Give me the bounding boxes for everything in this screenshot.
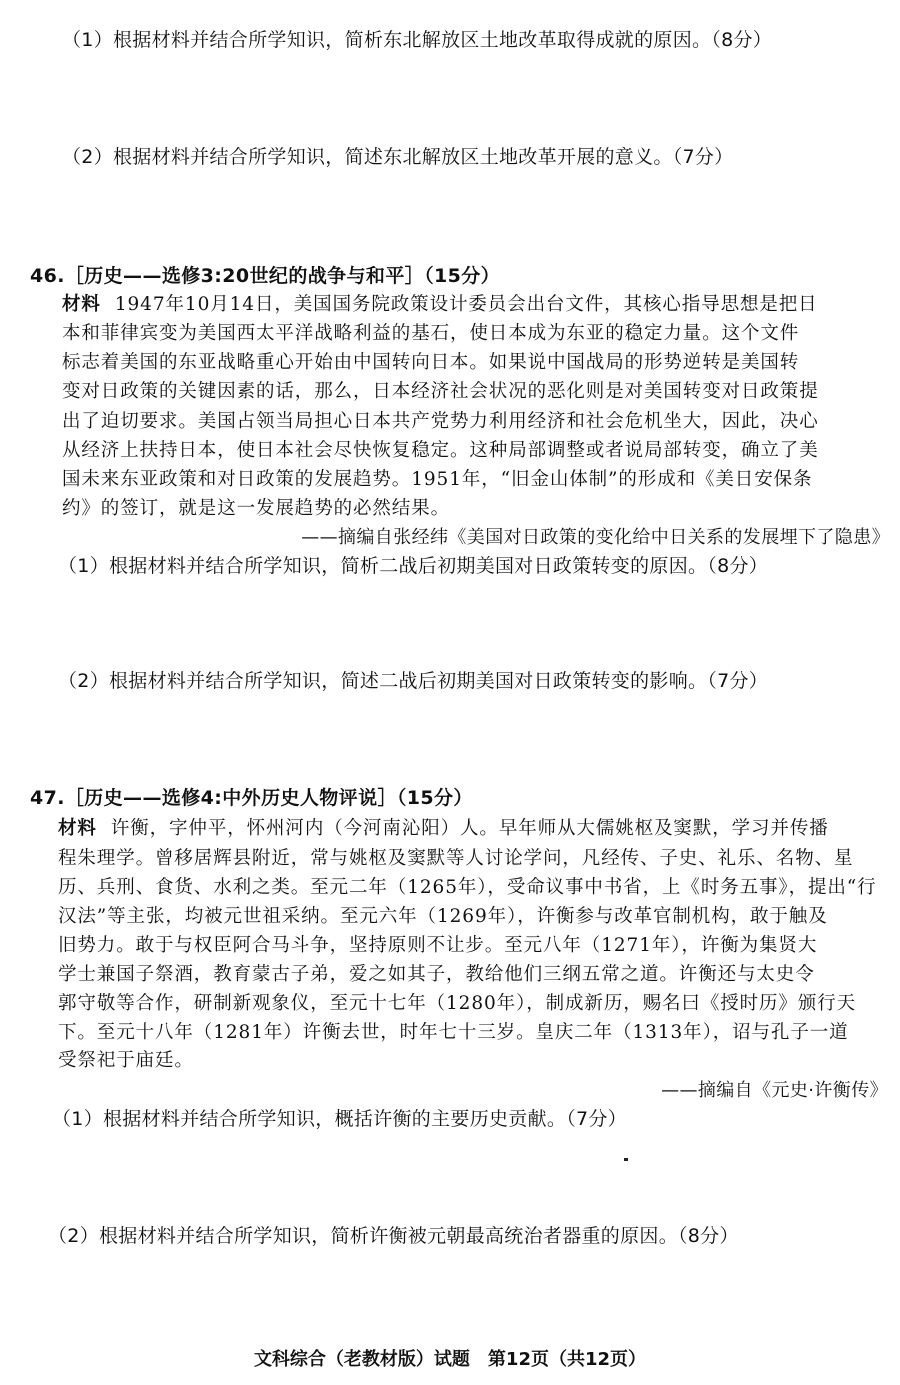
q46-material-line [62, 291, 818, 319]
q47-material-line [58, 815, 829, 843]
q46-material-line: 国未来东亚政策和对日政策的发展趋势。1951年，“旧金山体制”的形成和《美日安保条 [62, 469, 813, 490]
q47-sub-question-2: （2）根据材料并结合所学知识，简析许衡被元朝最高统治者器重的原因。（8分） [48, 1225, 739, 1247]
q46-material-line: 标志着美国的东亚战略重心开始由中国转向日本。如果说中国战局的形势逆转是美国转 [62, 352, 800, 373]
q47-material-line: 程朱理学。曾移居辉县附近，常与姚枢及窦默等人讨论学问，凡经传、子史、礼乐、名物、星 [58, 848, 854, 869]
q47-material-line: 历、兵刑、食货、水利之类。至元二年（1265年），受命议事中书省，上《时务五事》，提出“行 [58, 877, 877, 898]
q47-material-line: 旧势力。敢于与权臣阿合马斗争，坚持原则不让步。至元八年（1271年），许衡为集贤大 [58, 935, 818, 956]
q46-source: ——摘编自张经纬《美国对日政策的变化给中日关系的发展埋下了隐患》 [301, 527, 890, 548]
q46-sub-question-2: （2）根据材料并结合所学知识，简述二战后初期美国对日政策转变的影响。（7分） [58, 670, 769, 692]
q46-title: ［历史——选修3:20世纪的战争与和平］（15分） [64, 265, 501, 287]
page-footer: 文科综合（老教材版）试题 第12页（共12页） [253, 1349, 647, 1370]
q47-material-line: 受祭祀于庙廷。 [58, 1050, 194, 1071]
q46-material-label: 材料 [62, 294, 101, 315]
q45-sub-question-1: （1）根据材料并结合所学知识，简析东北解放区土地改革取得成就的原因。（8分） [62, 29, 773, 51]
q46-material-line: 出了迫切要求。美国占领当局担心日本共产党势力利用经济和社会危机坐大，因此，决心 [62, 411, 819, 432]
q47-number: 47. [30, 787, 65, 809]
q46-material-line: 约》的签订，就是这一发展趋势的必然结果。 [62, 498, 451, 519]
q46-number: 46. [30, 265, 65, 287]
q45-sub-question-2: （2）根据材料并结合所学知识，简述东北解放区土地改革开展的意义。（7分） [62, 146, 734, 168]
q47-material-line: 下。至元十八年（1281年）许衡去世，时年七十三岁。皇庆二年（1313年），诏与孔子一道 [58, 1022, 849, 1043]
q46-material-line: 变对日政策的关键因素的话，那么，日本经济社会状况的恶化则是对美国转变对日政策提 [62, 381, 819, 402]
q47-material-text: 许衡，字仲平，怀州河内（今河南沁阳）人。早年师从大儒姚枢及窦默，学习并传播 [110, 818, 829, 839]
q47-material-line: 汉法”等主张，均被元世祖采纳。至元六年（1269年），许衡参与改革官制机构，敢于触及 [58, 906, 828, 927]
q47-sub-question-1: （1）根据材料并结合所学知识，概括许衡的主要历史贡献。（7分） [52, 1108, 627, 1130]
q46-material-text: 1947年10月14日，美国国务院政策设计委员会出台文件，其核心指导思想是把日 [114, 294, 818, 315]
q47-material-line: 郭守敬等合作，研制新观象仪，至元十七年（1280年），制成新历，赐名曰《授时历》颁行天 [58, 993, 857, 1014]
q46-sub-question-1: （1）根据材料并结合所学知识，简析二战后初期美国对日政策转变的原因。（8分） [58, 555, 769, 577]
q46-material-line: 从经济上扶持日本，使日本社会尽快恢复稳定。这种局部调整或者说局部转变，确立了美 [62, 440, 819, 461]
q46-material-line: 本和菲律宾变为美国西太平洋战略利益的基石，使日本成为东亚的稳定力量。这个文件 [62, 323, 800, 344]
stray-mark [624, 1158, 628, 1161]
q47-material-line: 学士兼国子祭酒，教育蒙古子弟，爱之如其子，教给他们三纲五常之道。许衡还与太史令 [58, 964, 815, 985]
q46-header [30, 262, 500, 290]
q47-source: ——摘编自《元史·许衡传》 [661, 1080, 888, 1101]
q47-title: ［历史——选修4:中外历史人物评说］（15分） [64, 787, 473, 809]
q47-material-label: 材料 [58, 818, 97, 839]
q47-header [30, 784, 473, 812]
